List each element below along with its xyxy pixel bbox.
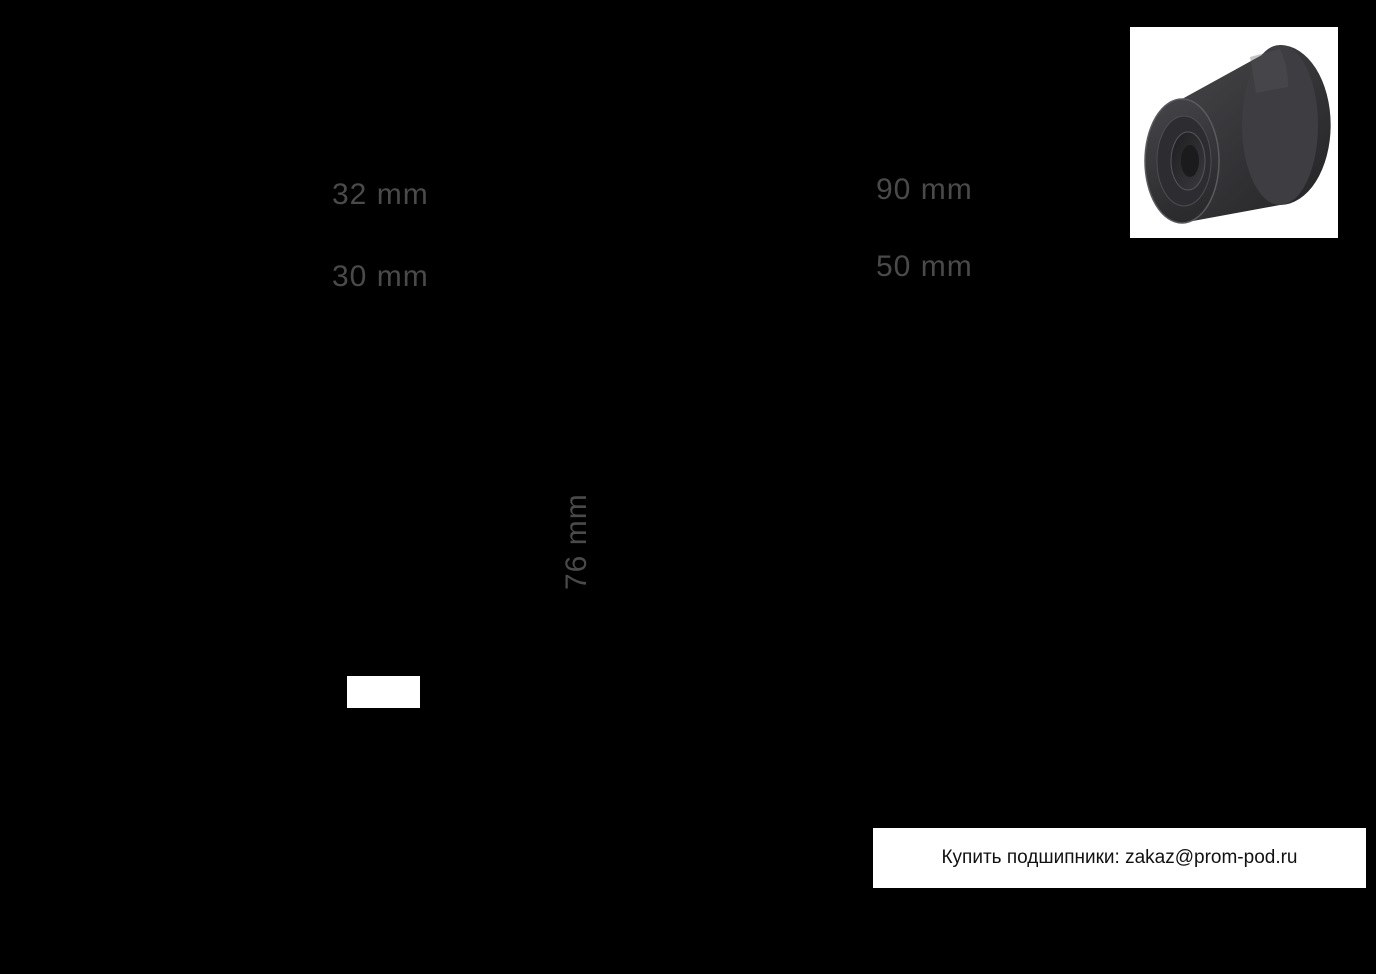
bearing-3d-preview: [1130, 27, 1338, 238]
dimension-label-bore-diameter: 30 mm: [332, 260, 429, 293]
drawing-highlight-patch: [347, 676, 420, 708]
dimension-label-bore-tolerance: 32 mm: [332, 178, 429, 211]
contact-email-text: Купить подшипники: zakaz@prom-pod.ru: [941, 847, 1298, 868]
bearing-3d-preview-graphic: [1130, 27, 1338, 238]
dimension-label-width: 50 mm: [876, 250, 973, 283]
dimension-label-height: 76 mm: [560, 493, 593, 590]
contact-banner: [873, 828, 1366, 888]
dimension-label-outer-diameter: 90 mm: [876, 173, 973, 206]
